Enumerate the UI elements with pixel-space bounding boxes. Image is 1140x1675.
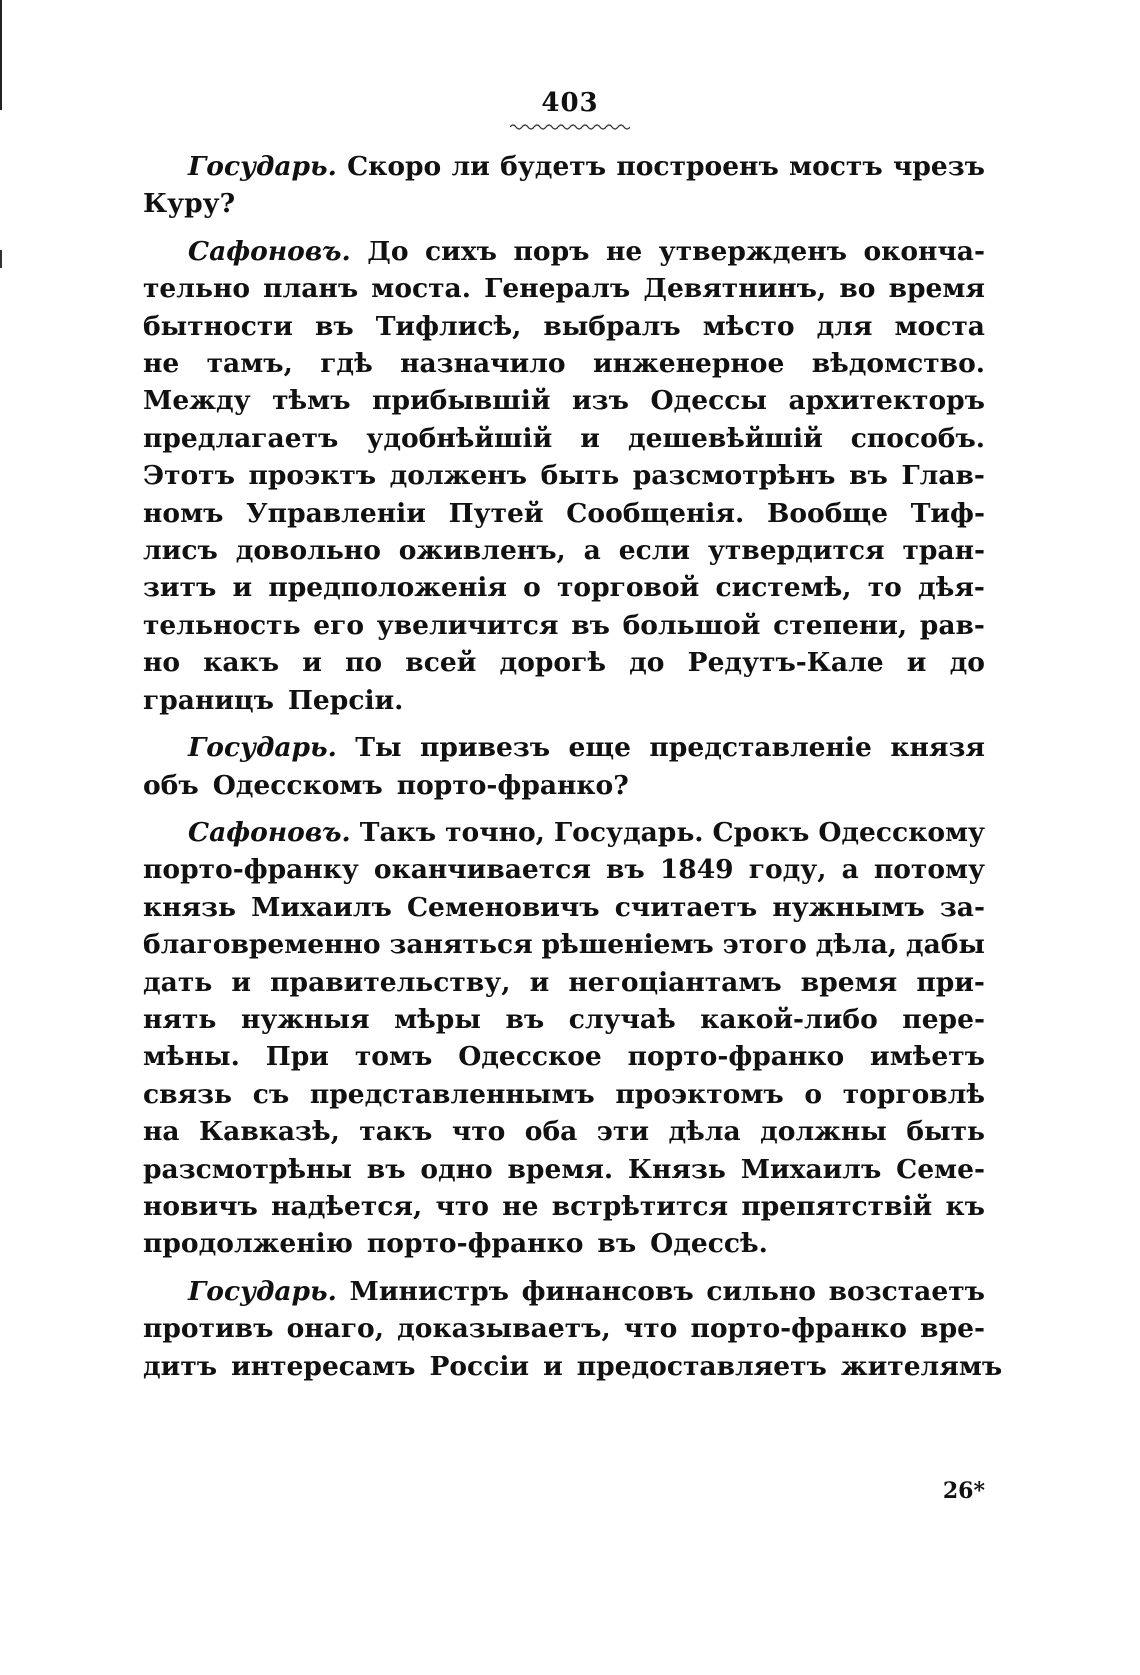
word: встрѣтится (551, 1190, 729, 1222)
word: Тифлисѣ, (375, 310, 522, 342)
word: утвердится (707, 535, 885, 567)
word: князь (143, 891, 237, 923)
word: во (839, 273, 876, 305)
word: какъ (203, 647, 280, 679)
word: мѣны. (143, 1041, 240, 1073)
word: порто-франко? (396, 769, 629, 801)
word: но (143, 647, 181, 679)
word: о (804, 1078, 823, 1110)
word: Одесское (458, 1041, 602, 1073)
word: лисъ (143, 535, 218, 567)
word: степени, (773, 609, 908, 641)
word: и (231, 966, 252, 998)
word: такъ (359, 1116, 433, 1148)
word: что (623, 1313, 678, 1345)
text-line (143, 814, 985, 851)
paragraph-gap (143, 804, 985, 814)
word: эти (596, 1116, 650, 1148)
word: моста. (371, 273, 471, 305)
word: нужнымъ (772, 891, 925, 923)
word: году, (748, 854, 827, 886)
word: проэктъ (248, 460, 377, 492)
signature-mark: 26* (942, 1478, 985, 1504)
word: моста (894, 310, 985, 342)
word: дитъ (143, 1350, 218, 1382)
text-line (143, 532, 985, 569)
word: Тиф- (910, 497, 985, 529)
word: проэктомъ (615, 1078, 784, 1110)
text-line (143, 382, 985, 419)
word: Генералъ (484, 273, 631, 305)
word: томъ (354, 1041, 433, 1073)
text-line (143, 233, 985, 270)
speaker-name: Государь. (188, 732, 337, 764)
word: рѣшеніемъ (541, 929, 714, 961)
word: тамъ, (206, 348, 293, 380)
word: Глав- (901, 460, 985, 492)
word: объ (143, 769, 199, 801)
word: Князь (627, 1153, 726, 1185)
word: негоціантамъ (568, 966, 782, 998)
word: правительству, (270, 966, 511, 998)
word: Куру? (143, 188, 236, 220)
text-line (143, 1310, 985, 1347)
word: возстаетъ (828, 1275, 985, 1307)
word: сильно (706, 1275, 816, 1307)
word: порто-франко (627, 1041, 845, 1073)
word: Редутъ-Кале (687, 647, 884, 679)
word: къ (945, 1190, 985, 1222)
speaker-name: Государь. (188, 151, 337, 182)
paragraph-gap (143, 223, 985, 233)
word: Срокъ (712, 816, 810, 848)
word: 1849 (659, 854, 734, 886)
word: за- (939, 891, 985, 923)
word: финансовъ (521, 1275, 694, 1307)
text-line (143, 457, 985, 494)
paragraph (143, 729, 985, 804)
speaker-name: Сафоновъ. (188, 816, 351, 848)
word: тельно (143, 273, 251, 305)
text-line (143, 345, 985, 382)
word: препятствій (741, 1190, 933, 1222)
speaker-name: Сафоновъ. (188, 235, 351, 267)
word: бытности (143, 310, 293, 342)
word: считаетъ (614, 891, 758, 923)
word: оканчивается (373, 854, 591, 886)
word: точно, (445, 816, 545, 848)
word: предположенія (268, 572, 507, 604)
word: порто-франку (143, 854, 359, 886)
word: мостъ (789, 151, 883, 182)
word: не (143, 348, 180, 380)
word: въ (505, 1003, 545, 1035)
word: дать (143, 966, 213, 998)
word: границъ (143, 684, 274, 716)
word: и (302, 647, 322, 679)
word: дѣла, (815, 929, 898, 961)
word: дѣла (668, 1116, 741, 1148)
word: Семе- (896, 1153, 985, 1185)
word: быть (906, 1116, 985, 1148)
word: оба (524, 1116, 578, 1148)
page-number: 403 (541, 88, 599, 118)
word: вре- (920, 1313, 985, 1345)
word: Скоро (347, 151, 442, 182)
word: изъ (572, 385, 629, 417)
word: въ (597, 1228, 637, 1260)
word: планъ (263, 273, 359, 305)
word: торговой (556, 572, 700, 604)
text-line (143, 767, 985, 804)
word: сихъ (425, 235, 497, 267)
word: до (629, 647, 665, 679)
word: еще (568, 732, 631, 764)
word: утвержденъ (658, 235, 847, 267)
text-line (143, 1076, 985, 1113)
word: новичъ (143, 1190, 258, 1222)
word: время (800, 966, 898, 998)
word: то (867, 572, 902, 604)
word: Путей (448, 497, 544, 529)
word: Кавказѣ, (199, 1116, 340, 1148)
word: инженерное (592, 348, 785, 380)
word: До (367, 235, 409, 267)
word: Одессы (650, 385, 767, 417)
word: пере- (902, 1003, 985, 1035)
text-line (143, 889, 985, 926)
word: по (345, 647, 383, 679)
word: разсмотрѣнъ (632, 460, 836, 492)
text-line (143, 569, 985, 606)
word: предоставляетъ (576, 1350, 827, 1382)
word: номъ (143, 497, 224, 529)
word: Управленіи (246, 497, 426, 529)
text-line (143, 644, 985, 681)
text-line (143, 1038, 985, 1075)
word: и (543, 1350, 563, 1382)
word: удобнѣйшій (366, 422, 553, 454)
paragraph (143, 233, 985, 719)
word: что (451, 1116, 506, 1148)
word: оконча- (863, 235, 985, 267)
word: и (232, 572, 253, 604)
word: вѣдомство. (811, 348, 985, 380)
word: заняться (389, 929, 533, 961)
word: дѣя- (918, 572, 985, 604)
word: продолженію (143, 1228, 353, 1260)
word: въ (366, 1153, 406, 1185)
word: тран- (902, 535, 985, 567)
word: противъ (143, 1313, 274, 1345)
word: Семеновичъ (406, 891, 600, 923)
word: время (888, 273, 985, 305)
text-line (143, 851, 985, 888)
word: князя (890, 732, 985, 764)
word: нять (143, 1003, 217, 1035)
word: будетъ (500, 151, 607, 182)
word: Государь. (553, 816, 704, 848)
paragraph (143, 148, 985, 223)
speaker-name: Государь. (188, 1275, 337, 1307)
word: Михаилъ (251, 891, 392, 923)
word: интересамъ (231, 1350, 416, 1382)
page-edge-mark (0, 250, 8, 268)
word: Михаилъ (740, 1153, 882, 1185)
word: Одесскомъ (212, 769, 383, 801)
word: торговлѣ (842, 1078, 985, 1110)
word: всей (405, 647, 477, 679)
word: Ты (355, 732, 402, 764)
word: въ (606, 854, 645, 886)
word: прибывшій (372, 385, 551, 417)
word: на (143, 1116, 180, 1148)
word: способъ. (850, 422, 985, 454)
word: нужныя (240, 1003, 370, 1035)
text-line (143, 420, 985, 457)
word: гдѣ (320, 348, 373, 380)
word: въ (314, 310, 354, 342)
text-line (143, 1273, 985, 1310)
paragraph-gap (143, 1263, 985, 1273)
word: имѣетъ (870, 1041, 985, 1073)
text-line (143, 1188, 985, 1225)
text-line (143, 1113, 985, 1150)
text-line (143, 1225, 985, 1262)
word: а (583, 535, 601, 567)
word: въ (849, 460, 888, 492)
word: дорогѣ (499, 647, 606, 679)
word: при- (916, 966, 985, 998)
word: довольно (235, 535, 381, 567)
word: какой-либо (700, 1003, 878, 1035)
word: надѣется, (271, 1190, 423, 1222)
paragraph (143, 1273, 1003, 1385)
word: выбралъ (543, 310, 681, 342)
text-line (143, 270, 985, 307)
word: дабы (905, 929, 985, 961)
word: Персіи. (287, 684, 404, 716)
word: чрезъ (892, 151, 985, 182)
text-line (143, 1001, 985, 1038)
word: Вообще (766, 497, 888, 529)
word: а (841, 854, 859, 886)
word: тѣмъ (272, 385, 351, 417)
word: Одессѣ. (650, 1228, 768, 1260)
body-text (143, 148, 1003, 1385)
word: что (435, 1190, 489, 1222)
ornament-rule (510, 122, 630, 132)
word: одно (420, 1153, 493, 1185)
word: не (502, 1190, 539, 1222)
word: долженъ (389, 460, 528, 492)
word: представленнымъ (309, 1078, 595, 1110)
word: представленіе (649, 732, 872, 764)
text-line (143, 682, 985, 719)
text-line (143, 1151, 985, 1188)
text-line (143, 607, 985, 644)
word: для (816, 310, 873, 342)
word: большой (622, 609, 761, 641)
word: и (580, 422, 600, 454)
word: благовременно (143, 929, 381, 961)
word: о (523, 572, 541, 604)
word: если (618, 535, 691, 567)
word: случаѣ (568, 1003, 676, 1035)
text-line (143, 729, 985, 766)
word: Сообщенія. (566, 497, 745, 529)
word: оживленъ, (398, 535, 566, 567)
word: Такъ (359, 816, 437, 848)
word: архитекторъ (788, 385, 985, 417)
word: Одесскому (818, 816, 985, 848)
paragraph-gap (143, 719, 985, 729)
word: онаго, (286, 1313, 384, 1345)
word: предлагаетъ (143, 422, 339, 454)
word: потому (873, 854, 985, 886)
word: до (949, 647, 985, 679)
word: рав- (919, 609, 985, 641)
word: порто-франко (690, 1313, 907, 1345)
word: связь (143, 1078, 233, 1110)
word: этого (722, 929, 807, 961)
word: Этотъ (143, 460, 235, 492)
word: мѣсто (702, 310, 795, 342)
word: Россіи (429, 1350, 530, 1382)
word: время. (507, 1153, 614, 1185)
paragraph (143, 814, 985, 1263)
text-line (143, 148, 985, 185)
text-line (143, 926, 985, 963)
word: дешевѣйшій (627, 422, 823, 454)
word: построенъ (616, 151, 779, 182)
word: зитъ (143, 572, 217, 604)
word: съ (252, 1078, 290, 1110)
word: быть (540, 460, 620, 492)
word: его (313, 609, 365, 641)
word: въ (571, 609, 610, 641)
word: и (529, 966, 550, 998)
word: разсмотрѣны (143, 1153, 352, 1185)
word: поръ (513, 235, 590, 267)
text-line (143, 495, 985, 532)
word: и (906, 647, 927, 679)
text-line (143, 308, 985, 345)
word: назначило (400, 348, 566, 380)
word: Между (143, 385, 251, 417)
word: привезъ (420, 732, 551, 764)
word: Министръ (349, 1275, 509, 1307)
word: увеличится (376, 609, 559, 641)
text-line (143, 1348, 1003, 1385)
text-line (143, 964, 985, 1001)
word: порто-франко (366, 1228, 584, 1260)
word: жителямъ (840, 1350, 1003, 1382)
word: должны (760, 1116, 887, 1148)
text-line (143, 185, 985, 222)
word: доказываетъ, (397, 1313, 611, 1345)
word: не (605, 235, 643, 267)
word: тельность (143, 609, 301, 641)
word: ли (451, 151, 490, 182)
word: При (265, 1041, 329, 1073)
word: системѣ, (715, 572, 852, 604)
word: мѣры (394, 1003, 481, 1035)
word: Девятнинъ, (643, 273, 827, 305)
